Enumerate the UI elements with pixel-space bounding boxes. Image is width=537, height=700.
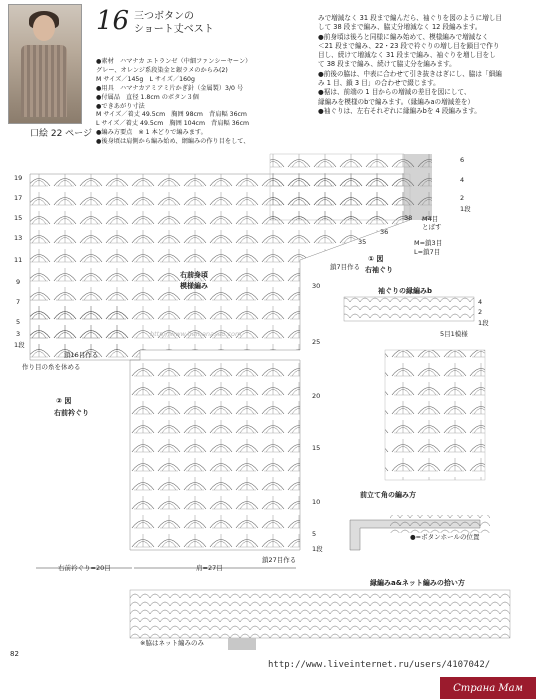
row-number: 4 bbox=[460, 176, 465, 184]
row-number: 38 bbox=[404, 214, 413, 222]
note-line: 縁編みを模様のbで編みます。（縁編みaの増減差を） bbox=[318, 97, 475, 106]
row-number: 1段 bbox=[14, 341, 25, 349]
spec-line: ●素材 ハマナカ エトランゼ（中細ファンシーヤーン） bbox=[96, 58, 252, 65]
spec-line: L サイズ／着丈 49.5cm 胸囲 104cm 背肩幅 36cm bbox=[96, 120, 250, 128]
row-number: 7 bbox=[16, 298, 21, 306]
row-number: 3 bbox=[16, 330, 21, 338]
label-button-note: ●=ボタンホールの位置 bbox=[410, 533, 480, 541]
row-number: 1段 bbox=[460, 205, 471, 213]
row-number: 5 bbox=[16, 318, 21, 326]
row-number: 5 bbox=[312, 530, 317, 538]
row-number: 9 bbox=[16, 278, 21, 286]
label-edge-pickup: 縁編みa&ネット編みの拾い方 bbox=[370, 579, 465, 587]
label-l-chain7: L=鎖7目 bbox=[414, 248, 441, 256]
page-number: 82 bbox=[10, 650, 19, 658]
note-line: み 1 目、鎖 3 目」の合わせで綴じます。 bbox=[318, 79, 440, 88]
crochet-chart bbox=[0, 150, 537, 650]
label-fig2: ② 図 bbox=[56, 397, 72, 405]
row-number: 1段 bbox=[312, 545, 323, 553]
pattern-title bbox=[134, 10, 214, 36]
spec-line: ●編み方要点 ※ 1 本どりで編みます。 bbox=[96, 129, 207, 137]
label-chain7: 鎖7目作る bbox=[330, 263, 361, 271]
spec-line: グレー、オレンジ系段染金と銀ラメのからみ(2) bbox=[96, 66, 228, 74]
label-m-chain3: M=鎖3目 bbox=[414, 239, 443, 247]
model-photo bbox=[8, 4, 82, 124]
photo-caption: 口絵 22 ページ bbox=[30, 129, 92, 139]
label-m4: M4目 bbox=[422, 215, 439, 223]
row-number: 2 bbox=[460, 194, 465, 202]
label-fig1-sub: 右袖ぐり bbox=[365, 266, 393, 274]
note-line: ●裾は、前端の 1 目からの増減の差目を図にして、 bbox=[318, 88, 471, 97]
label-fig2-sub: 右前衿ぐり bbox=[54, 409, 89, 417]
note-line: 目し、続けて増減なく 31 段まで編み、袖ぐりを増し目をし bbox=[318, 51, 496, 60]
note-line: して 38 段まで編み、脇丈分増減なく 12 段編みます。 bbox=[318, 23, 482, 32]
spec-line: ●付属品 直径 1.8cm のボタン３個 bbox=[96, 93, 199, 101]
pattern-number: 16 bbox=[96, 6, 130, 36]
note-line: ●前身頃は後ろと同様に編み始めて、模様編みで増減なく bbox=[318, 32, 489, 41]
row-number: 10 bbox=[312, 498, 321, 506]
label-pattern: 模様編み bbox=[180, 282, 208, 290]
watermark: http://www.hamanasao.com bbox=[150, 330, 242, 338]
label-neck-width: 右前衿ぐり=20目 bbox=[58, 564, 111, 572]
spec-line: ●後身頃は肩側から編み始め、網編みの作り目をして、 bbox=[96, 138, 250, 146]
label-armhole-edge: 袖ぐりの縁編みb bbox=[378, 287, 433, 295]
note-line: ●前後の脇は、中表に合わせて引き抜きはぎにし、脇は「細編 bbox=[318, 69, 502, 78]
note-line: て 38 段まで編み、続けて脇丈分を編みます。 bbox=[318, 60, 456, 69]
materials-block bbox=[96, 58, 346, 147]
label-chain27: 鎖27目作る bbox=[262, 556, 297, 564]
row-number: 36 bbox=[380, 228, 389, 236]
label-side-net: ※脇はネット編みのみ bbox=[140, 639, 204, 647]
row-number: 15 bbox=[312, 444, 321, 452]
spec-line: ●用具 ハマナカアミアミ片かぎ針（金属製）3/0 号 bbox=[96, 84, 244, 92]
note-line: ●袖ぐりは、左右それぞれに縁編みbを 4 段編みます。 bbox=[318, 106, 481, 115]
row-number: 17 bbox=[14, 194, 23, 202]
row-number: 25 bbox=[312, 338, 321, 346]
label-five-stitches: 5目1模様 bbox=[440, 330, 468, 338]
row-number: 13 bbox=[14, 234, 23, 242]
row-number: 2 bbox=[478, 308, 483, 316]
row-number: 11 bbox=[14, 256, 23, 264]
spec-line: M サイズ／145g L サイズ／160g bbox=[96, 75, 195, 83]
label-start-thread: 作り目の糸を休める bbox=[22, 363, 81, 371]
label-front-corner: 前立て角の編み方 bbox=[360, 491, 416, 499]
row-number: 19 bbox=[14, 174, 23, 182]
row-number: 1段 bbox=[478, 319, 489, 327]
row-number: 4 bbox=[478, 298, 483, 306]
title-line1: 三つボタンの bbox=[134, 11, 194, 22]
row-number: 30 bbox=[312, 282, 321, 290]
instructions-block bbox=[318, 14, 528, 116]
site-url[interactable]: http://www.liveinternet.ru/users/4107042/ bbox=[268, 660, 491, 670]
row-number: 35 bbox=[358, 238, 367, 246]
label-tobasu: とばす bbox=[422, 223, 442, 231]
title-line2: ショート丈ベスト bbox=[134, 24, 214, 35]
note-line: みで増減なく 31 段まで編んだら、袖ぐりを図のように増し目 bbox=[318, 14, 503, 22]
spec-line: ●できあがり寸法 bbox=[96, 102, 145, 110]
label-shoulder-width: 肩=27目 bbox=[196, 564, 223, 572]
label-right-front-body: 右前身頃 bbox=[180, 271, 208, 279]
spec-line: M サイズ／着丈 49.5cm 胸囲 98cm 背肩幅 36cm bbox=[96, 111, 247, 119]
label-fig1: ① 図 bbox=[368, 255, 384, 263]
note-line: ＜21 段まで編み、22・23 段で衿ぐりの増し目を鎖目で作り bbox=[318, 41, 500, 50]
row-number: 6 bbox=[460, 156, 465, 164]
row-number: 15 bbox=[14, 214, 23, 222]
label-chain16: 鎖16目作る bbox=[64, 351, 99, 359]
row-number: 20 bbox=[312, 392, 321, 400]
site-logo[interactable]: Страна Мам bbox=[440, 677, 536, 699]
